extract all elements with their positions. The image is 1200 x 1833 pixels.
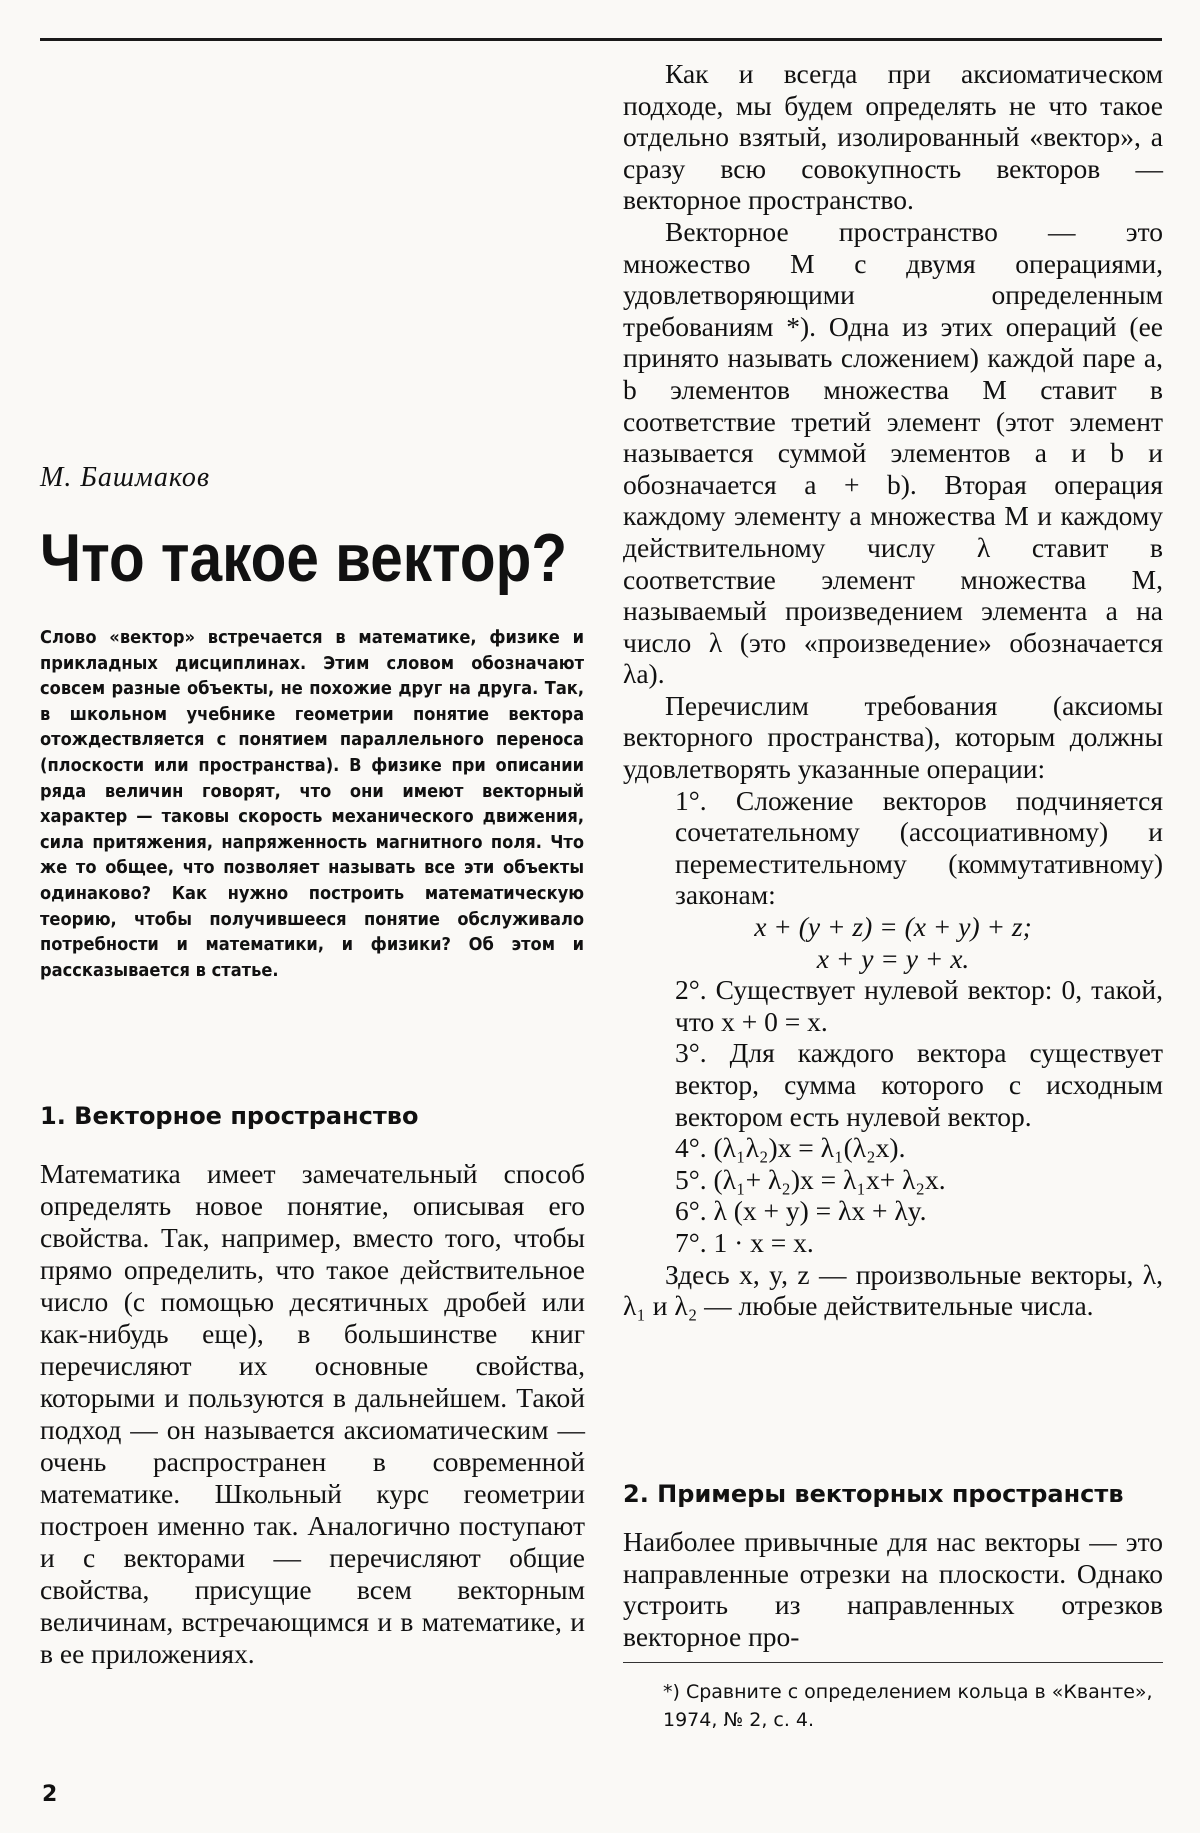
footnote: *) Сравните с определением кольца в «Кванте», 1974, № 2, с. 4. [663, 1681, 1153, 1731]
footnote-rule [623, 1662, 1163, 1663]
paragraph-axioms-intro: Перечислим требования (аксиомы векторного пространства), которым должны удовлетворять указанные операции: [623, 689, 1163, 785]
formula-associative: x + (y + z) = (x + y) + z; [754, 911, 1032, 943]
formula-commutative: x + y = y + x. [816, 942, 970, 974]
right-column [623, 58, 1163, 1322]
page-number: 2 [42, 1782, 58, 1807]
axiom-2: 2°. Существует нулевой вектор: 0, такой, что x + 0 = x. [675, 974, 1163, 1037]
axiom-7: 7°. 1 · x = x. [675, 1226, 814, 1258]
article-title: Что такое вектор? [40, 520, 568, 596]
section-1-heading: 1. Векторное пространство [40, 1102, 419, 1130]
axiom-3: 3°. Для каждого вектора существует вектор, сумма которого с исходным вектором есть нулевой вектор. [675, 1037, 1163, 1132]
axiom-4: 4°. (λ₁λ₂)x = λ₁(λ₂x). [675, 1132, 906, 1164]
top-rule [40, 38, 1162, 41]
axiom-5: 5°. (λ₁+ λ₂)x = λ₁x+ λ₂x. [675, 1163, 946, 1195]
intro-paragraph: Слово «вектор» встречается в математике, физике и прикладных дисциплинах. Этим словом обозначают совсем разные объекты, не похожие друг на друга. Так, в школьном учебнике геометрии понятие вектора отождествляется с понятием параллельного переноса (плоскости или пространства). В физике при описании ряда величин говорят, что они имеют векторный характер — таковы скорость механического движения, сила притяжения, напряженность магнитного поля. Что же то общее, что позволяет называть все эти объекты одинаково? Как нужно построить математическую теорию, чтобы получившееся понятие обслуживало потребности и математики, и физики? Об этом и рассказывается в статье. [40, 628, 585, 981]
paragraph-notation: Здесь x, y, z — произвольные векторы, λ, λ₁ и λ₂ — любые действительные числа. [623, 1258, 1163, 1322]
paragraph-definition: Векторное пространство — это множество M с двумя операциями, удовлетворяющими определенным требованиям *). Одна из этих операций (ее принято называть сложением) каждой паре a, b элементов множества M ставит в соответствие третий элемент (этот элемент называется суммой элементов a и b и обозначается a + b). Вторая операция каждому элементу a множества M и каждому действительному числу λ ставит в соответствие элемент множества M, называемый произведением элемента a на число λ (это «произведение» обозначается λa). [623, 215, 1163, 690]
section-1-body: Математика имеет замечательный способ определять новое понятие, описывая его свойства. Так, например, вместо того, чтобы прямо определить, что такое действительное число (с помощью десятичных дробей или как-нибудь еще), в большинстве книг перечисляют их основные свойства, которыми и пользуются в дальнейшем. Такой подход — он называется аксиоматическим — очень распространен в современной математике. Школьный курс геометрии построен именно так. Аналогично поступают и с векторами — перечисляют общие свойства, присущие всем векторным величинам, встречающимся и в математике, и в ее приложениях. [40, 1158, 585, 1669]
author-name: М. Башмаков [40, 462, 211, 493]
section-2-body: Наиболее привычные для нас векторы — это направленные отрезки на плоскости. Однако устроить из направленных отрезков векторное про- [623, 1526, 1163, 1652]
section-2-heading: 2. Примеры векторных пространств [623, 1480, 1124, 1508]
axiom-6: 6°. λ (x + y) = λx + λy. [675, 1195, 927, 1227]
axiom-1: 1°. Сложение векторов подчиняется сочетательному (ассоциативному) и переместительному (коммутативному) законам: [675, 784, 1163, 911]
paragraph-approach: Как и всегда при аксиоматическом подходе, мы будем определять не что такое отдельно взятый, изолированный «вектор», а сразу всю совокупность векторов — векторное пространство. [623, 58, 1163, 216]
